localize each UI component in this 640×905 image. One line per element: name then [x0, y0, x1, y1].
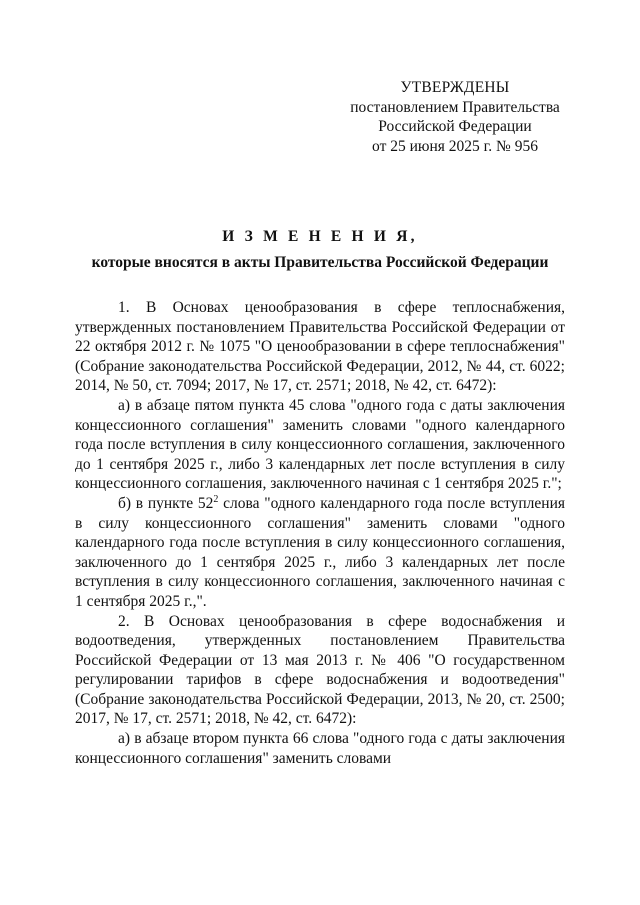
approval-line: Российской Федерации: [378, 118, 532, 135]
paragraph-item-2a: а) в абзаце втором пункта 66 слова "одного года с даты заключения концессионного соглашения" заменить словами: [75, 730, 565, 767]
paragraph-item-1b: [75, 494, 565, 612]
document-body: [75, 298, 565, 768]
superscript-index: 2: [213, 493, 219, 505]
paragraph-text: б) в пункте 52: [118, 494, 214, 512]
document-subheading: которые вносятся в акты Правительства Российской Федерации: [91, 254, 549, 271]
approval-stamp: [330, 78, 580, 156]
paragraph-item-2: 2. В Основах ценообразования в сфере водоснабжения и водоотведения, утвержденных постановлением Правительства Российской Федерации от 13 мая 2013 г. № 406 "О государственном регулировании тарифов в сфере водоснабжения и водоотведения" (Собрание законодательства Российской Федерации, 2013, № 20, ст. 2500; 2017, № 17, ст. 2571; 2018, № 42, ст. 6472):: [75, 612, 565, 728]
paragraph-text: слова "одного календарного года после вступления в силу концессионного соглашения" заменить словами "одного календарного года после вступления в силу концессионного соглашения, заключенного до 1 сентября 2025 г., либо 3 календарных лет после вступления в силу концессионного соглашения, заключенного начиная с 1 сентября 2025 г.,".: [75, 494, 565, 610]
approval-line: постановлением Правительства: [350, 98, 560, 116]
paragraph-item-1a: а) в абзаце пятом пункта 45 слова "одного года с даты заключения концессионного соглашения" заменить словами "одного календарного года после вступления в силу концессионного соглашения, заключенного до 1 сентября 2025 г., либо 3 календарных лет после вступления в силу концессионного соглашения, заключенного начиная с 1 сентября 2025 г.";: [75, 396, 565, 493]
document-heading: И З М Е Н Е Н И Я,: [222, 228, 418, 245]
approval-date: от 25 июня 2025 г. № 956: [372, 137, 538, 155]
paragraph-item-1: 1. В Основах ценообразования в сфере теплоснабжения, утвержденных постановлением Правительства Российской Федерации от 22 октября 2012 г. № 1075 "О ценообразовании в сфере теплоснабжения" (Собрание законодательства Российской Федерации, 2012, № 44, ст. 6022; 2014, № 50, ст. 7094; 2017, № 17, ст. 2571; 2018, № 42, ст. 6472):: [75, 299, 565, 395]
approval-title: УТВЕРЖДЕНЫ: [400, 79, 510, 96]
